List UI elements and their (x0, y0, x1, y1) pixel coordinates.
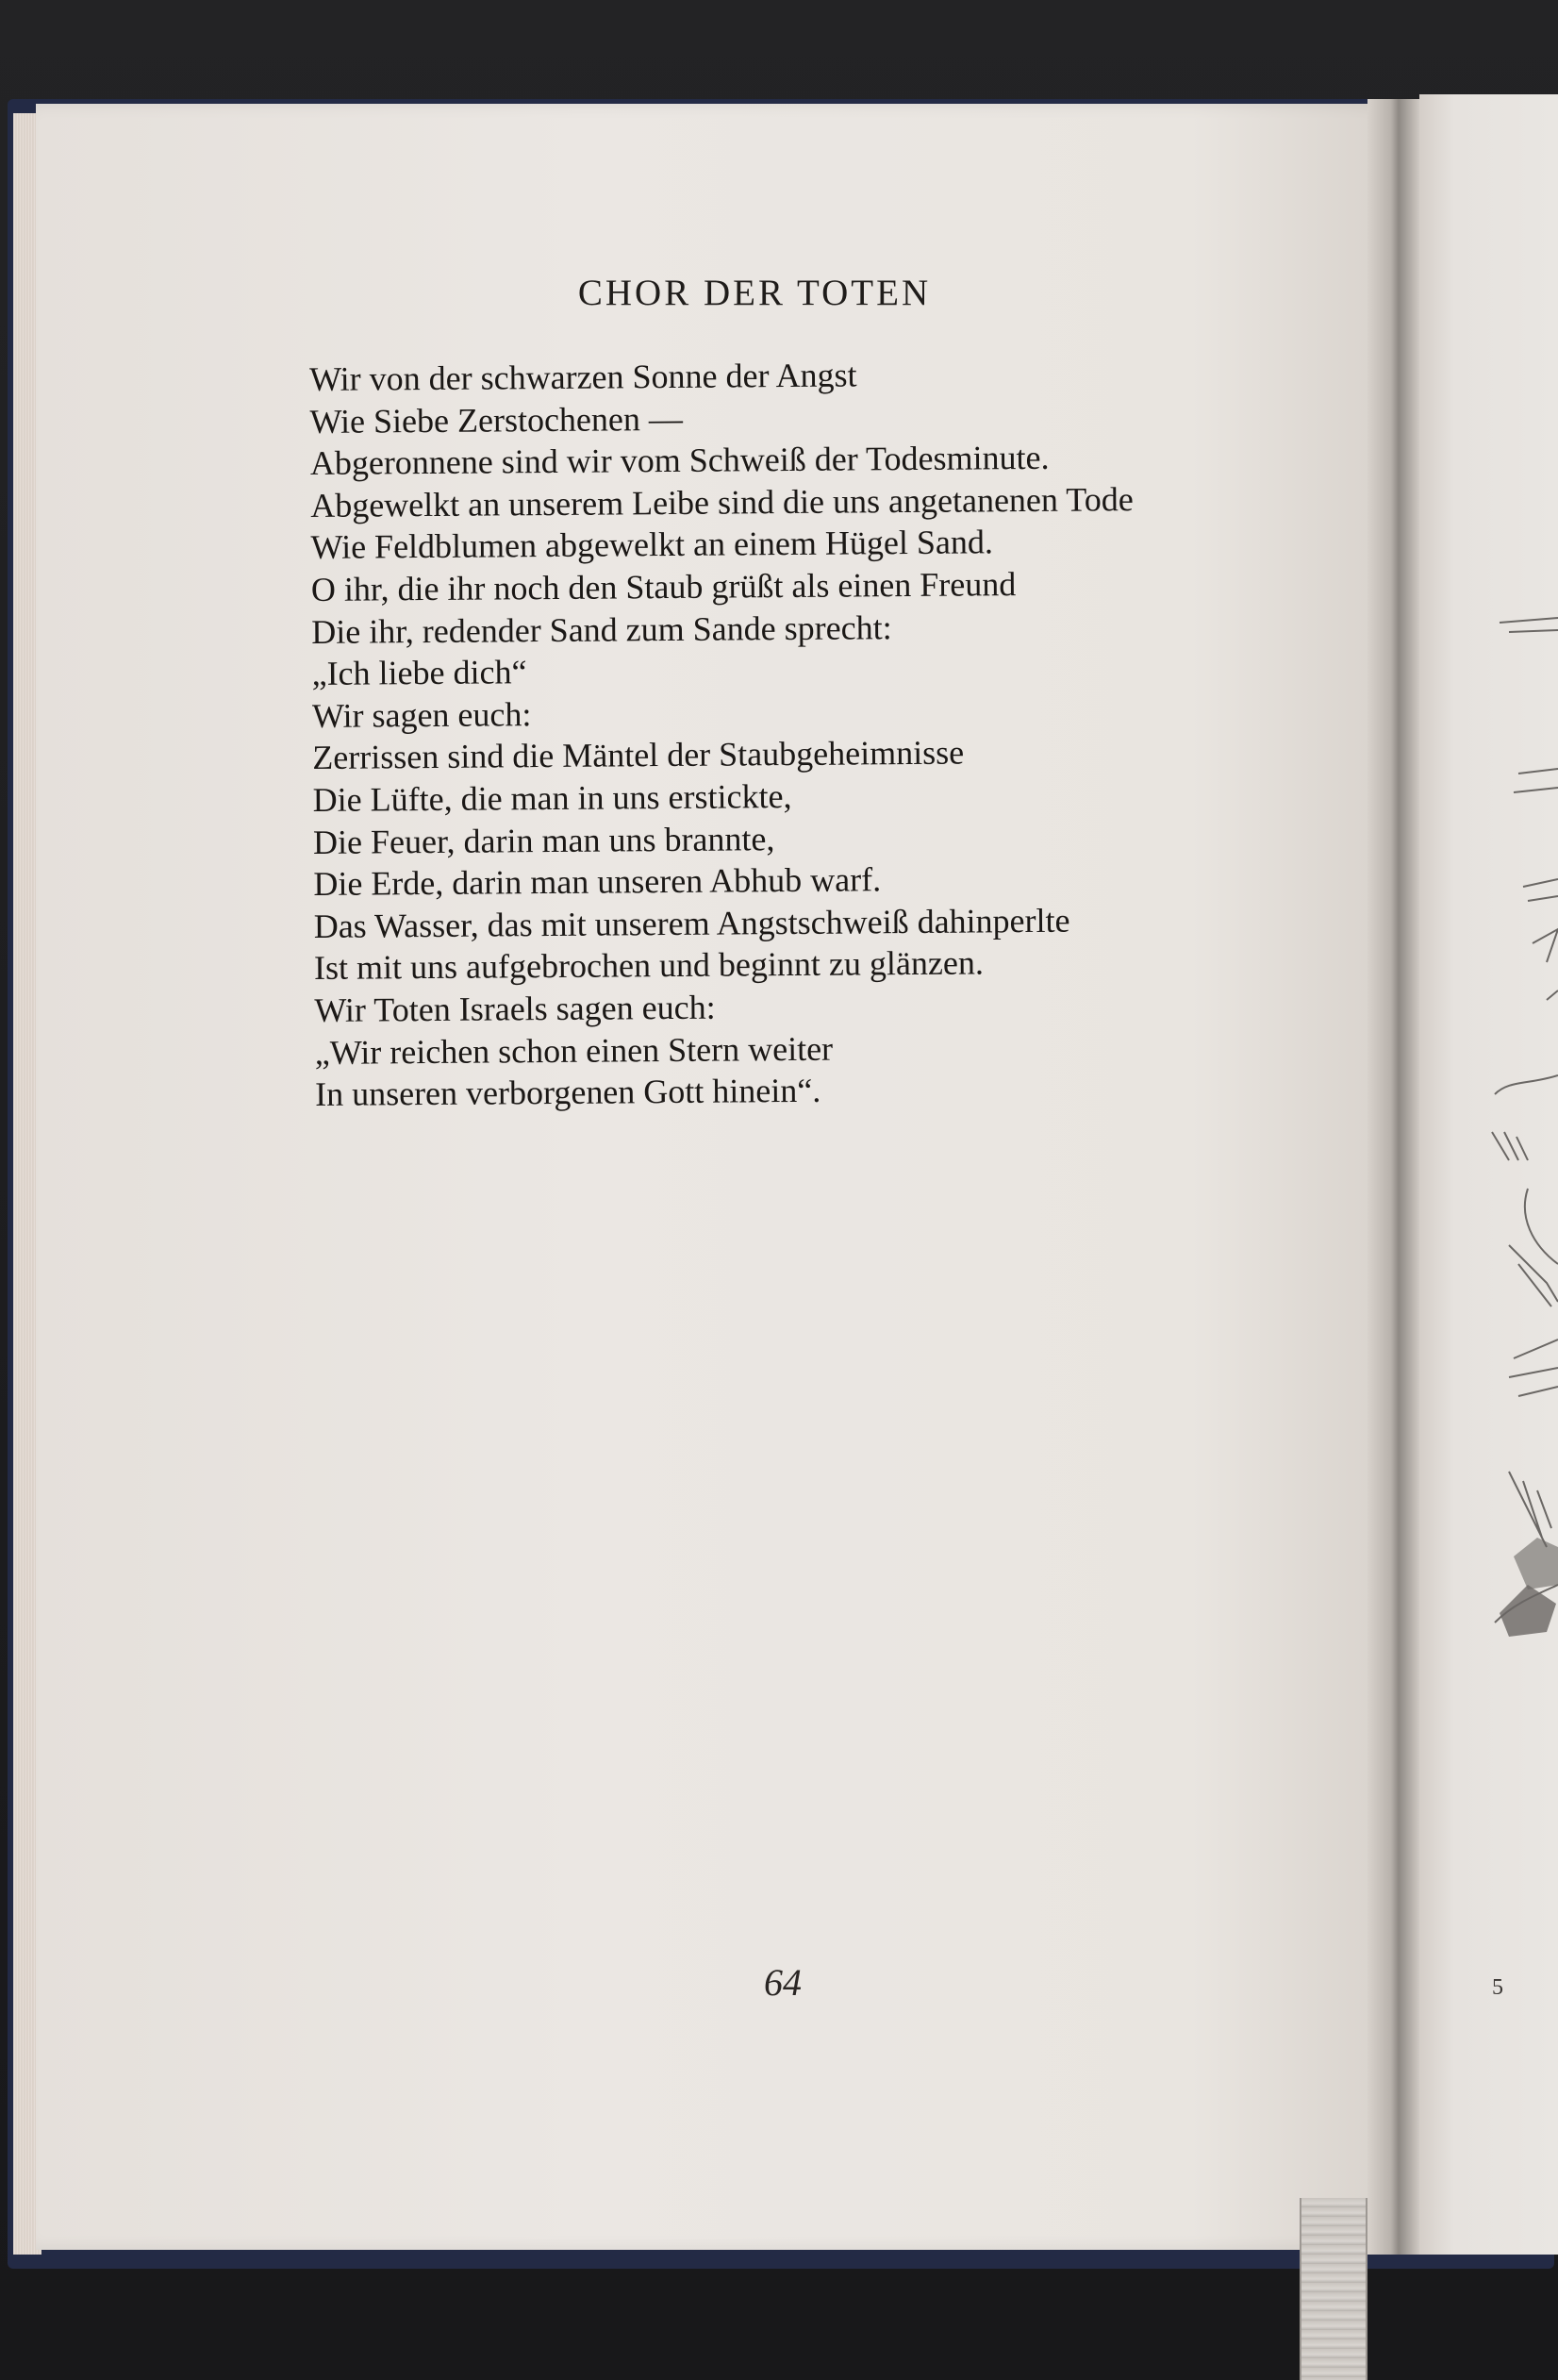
poem-line: Ist mit uns aufgebrochen und beginnt zu glänzen. (313, 943, 985, 988)
poem-line: O ihr, die ihr noch den Staub grüßt als einen Freund (310, 565, 1017, 608)
poem-title: CHOR DER TOTEN (577, 273, 932, 313)
poem-line: Die ihr, redender Sand zum Sande sprecht: (311, 607, 892, 651)
poem-body (309, 351, 1305, 1116)
poem-line: Die Erde, darin man unseren Abhub warf. (313, 860, 882, 904)
poem-line: In unseren verborgenen Gott hinein“. (314, 1071, 821, 1114)
poem-line: Das Wasser, das mit unserem Angstschweiß dahinperlte (313, 901, 1070, 945)
poem-line: Wie Siebe Zerstochenen — (309, 399, 684, 441)
poem-line: Die Feuer, darin man uns brannte, (312, 819, 775, 861)
left-page-number: 64 (764, 1961, 802, 2004)
bookmark-ribbon (1300, 2198, 1367, 2380)
book-gutter (1367, 99, 1419, 2255)
poem-line: „Wir reichen schon einen Stern weiter (314, 1029, 834, 1072)
poem-line: Abgewelkt an unserem Leibe sind die uns angetanenen Tode (310, 479, 1134, 524)
illustration-fragment (1490, 604, 1558, 1679)
poem-line: „Ich liebe dich“ (311, 653, 527, 693)
poem-line: Abgeronnene sind wir vom Schweiß der Todesminute. (309, 439, 1050, 483)
poem-line: Zerrissen sind die Mäntel der Staubgeheimnisse (312, 733, 965, 777)
poem-line: Die Lüfte, die man in uns erstickte, (312, 776, 792, 819)
poem-line: Wie Feldblumen abgewelkt an einem Hügel Sand. (310, 523, 994, 567)
poem-line: Wir Toten Israels sagen euch: (314, 988, 716, 1029)
poem-line: Wir von der schwarzen Sonne der Angst (309, 356, 857, 398)
right-page-number: 5 (1492, 1975, 1503, 2000)
poem-line: Wir sagen euch: (311, 694, 532, 735)
